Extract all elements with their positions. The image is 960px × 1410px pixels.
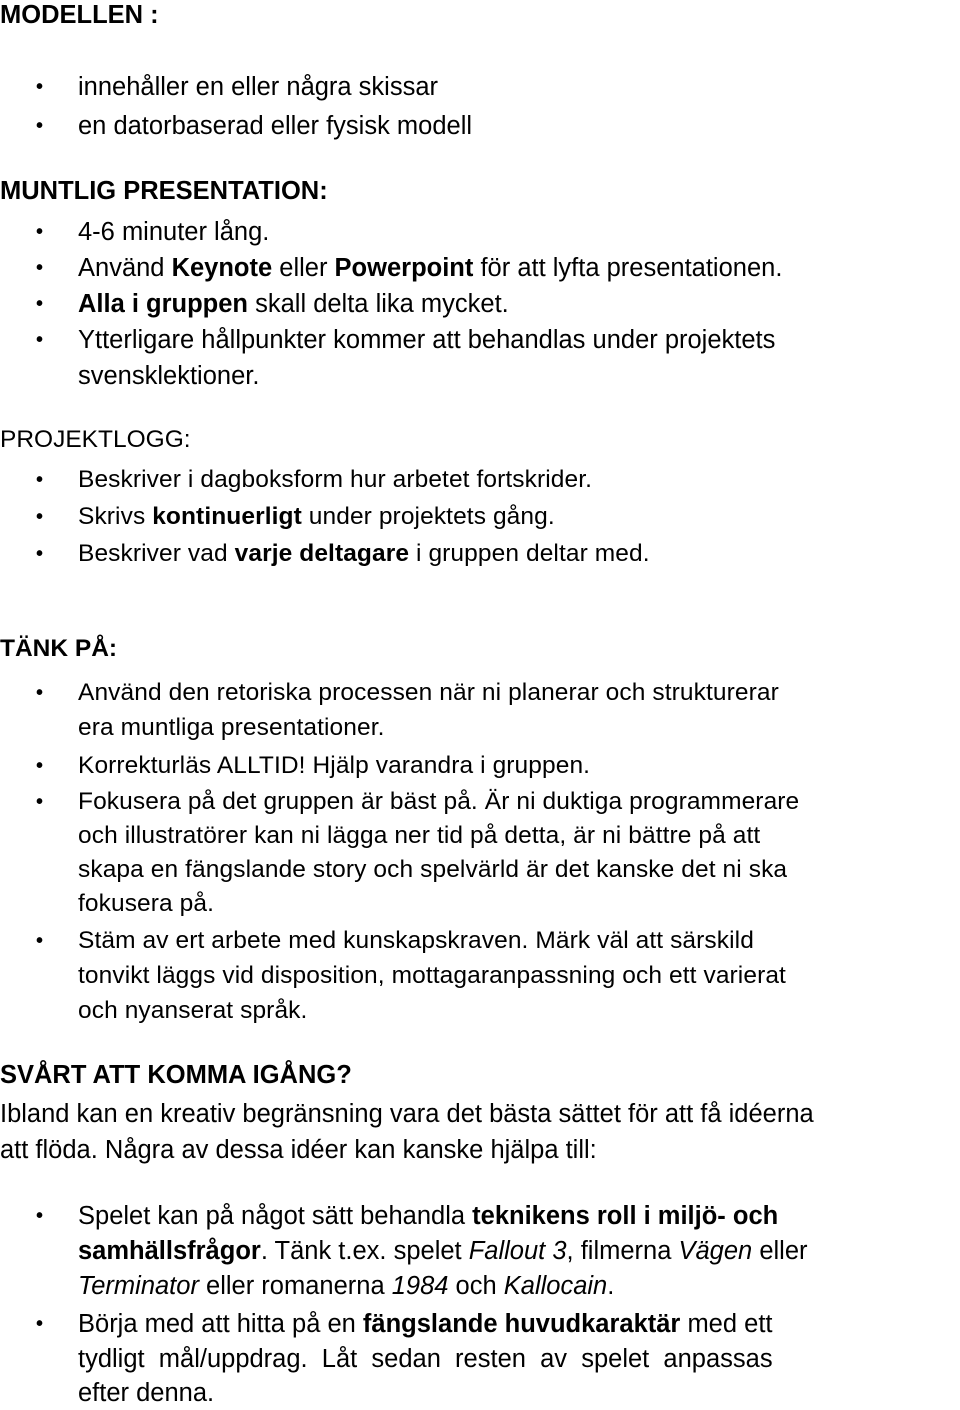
intro-paragraph-continuation: att flöda. Några av dessa idéer kan kanske hjälpa till: — [0, 1136, 597, 1164]
text-italic: Kallocain — [503, 1272, 608, 1300]
list-item — [78, 537, 650, 571]
text-bold: varje deltagare — [234, 540, 410, 567]
bullet-icon: • — [36, 293, 44, 315]
bullet-icon: • — [36, 221, 44, 243]
bullet-icon: • — [36, 755, 44, 777]
heading-tank-pa: TÄNK PÅ: — [0, 635, 118, 662]
text-italic: Terminator — [78, 1272, 199, 1300]
text: eller — [752, 1237, 808, 1265]
bullet-icon: • — [36, 76, 44, 98]
bullet-icon: • — [36, 469, 44, 491]
text: Beskriver vad — [78, 540, 235, 567]
bullet-icon: • — [36, 329, 44, 351]
text-bold: fängslande huvudkaraktär — [362, 1310, 681, 1338]
text-italic: Fallout 3 — [468, 1237, 567, 1265]
list-item-continuation: skapa en fängslande story och spelvärld är det kanske det ni ska — [78, 856, 788, 883]
list-item: Beskriver i dagboksform hur arbetet fortskrider. — [78, 466, 593, 493]
text: för att lyfta presentationen. — [473, 254, 783, 282]
bullet-icon: • — [36, 682, 44, 704]
bullet-icon: • — [36, 930, 44, 952]
list-item-continuation: efter denna. — [78, 1379, 215, 1407]
text-italic: 1984 — [391, 1272, 449, 1300]
list-item: Fokusera på det gruppen är bäst på. Är ni duktiga programmerare — [78, 788, 800, 815]
text: Börja med att hitta på en — [78, 1310, 363, 1338]
text-bold: samhällsfrågor — [78, 1237, 261, 1265]
text-bold: Powerpoint — [334, 254, 474, 282]
list-item-continuation: och nyanserat språk. — [78, 997, 308, 1024]
text: under projektets gång. — [301, 503, 555, 530]
list-item: innehåller en eller några skissar — [78, 73, 439, 101]
text: Skrivs — [78, 503, 153, 530]
list-item-continuation — [78, 1234, 808, 1268]
bullet-icon: • — [36, 1205, 44, 1227]
text: . — [607, 1272, 615, 1300]
list-item: Korrekturläs ALLTID! Hjälp varandra i gruppen. — [78, 752, 591, 779]
heading-muntlig-presentation: MUNTLIG PRESENTATION: — [0, 177, 328, 205]
list-item — [78, 287, 509, 321]
list-item-continuation: tonvikt läggs vid disposition, mottagaranpassning och ett varierat — [78, 962, 786, 989]
list-item: 4-6 minuter lång. — [78, 218, 270, 246]
list-item: en datorbaserad eller fysisk modell — [78, 112, 473, 140]
heading-projektlogg: PROJEKTLOGG: — [0, 426, 191, 453]
text-bold: Keynote — [171, 254, 273, 282]
list-item — [78, 1199, 778, 1233]
text: skall delta lika mycket. — [248, 290, 509, 318]
bullet-icon: • — [36, 1313, 44, 1335]
heading-modellen: MODELLEN : — [0, 1, 159, 29]
text: , filmerna — [566, 1237, 679, 1265]
text: Spelet kan på något sätt behandla — [78, 1202, 473, 1230]
list-item — [78, 1307, 773, 1341]
text: eller — [272, 254, 335, 282]
bullet-icon: • — [36, 543, 44, 565]
text: Använd — [78, 254, 172, 282]
text-bold: teknikens roll i miljö- och — [472, 1202, 779, 1230]
bullet-icon: • — [36, 791, 44, 813]
list-item-continuation: svensklektioner. — [78, 362, 260, 390]
list-item: Ytterligare hållpunkter kommer att behandlas under projektets — [78, 326, 776, 354]
text: och — [448, 1272, 504, 1300]
intro-paragraph: Ibland kan en kreativ begränsning vara det bästa sättet för att få idéerna — [0, 1100, 814, 1128]
text: med ett — [680, 1310, 773, 1338]
list-item-continuation: era muntliga presentationer. — [78, 714, 385, 741]
list-item — [78, 500, 555, 534]
text-italic: Vägen — [678, 1237, 753, 1265]
heading-svart-att-komma-igang: SVÅRT ATT KOMMA IGÅNG? — [0, 1061, 352, 1089]
text: eller romanerna — [198, 1272, 392, 1300]
bullet-icon: • — [36, 115, 44, 137]
text-bold: Alla i gruppen — [78, 290, 249, 318]
list-item-continuation: och illustratörer kan ni lägga ner tid på detta, är ni bättre på att — [78, 822, 761, 849]
list-item-continuation: tydligt mål/uppdrag. Låt sedan resten av spelet anpassas — [78, 1345, 773, 1373]
text: i gruppen deltar med. — [409, 540, 650, 567]
list-item-continuation — [78, 1269, 614, 1303]
list-item: Använd den retoriska processen när ni planerar och strukturerar — [78, 679, 779, 706]
bullet-icon: • — [36, 257, 44, 279]
list-item-continuation: fokusera på. — [78, 890, 215, 917]
text: . Tänk t.ex. spelet — [260, 1237, 469, 1265]
list-item — [78, 251, 782, 285]
list-item: Stäm av ert arbete med kunskapskraven. Märk väl att särskild — [78, 927, 754, 954]
text-bold: kontinuerligt — [152, 503, 302, 530]
bullet-icon: • — [36, 506, 44, 528]
